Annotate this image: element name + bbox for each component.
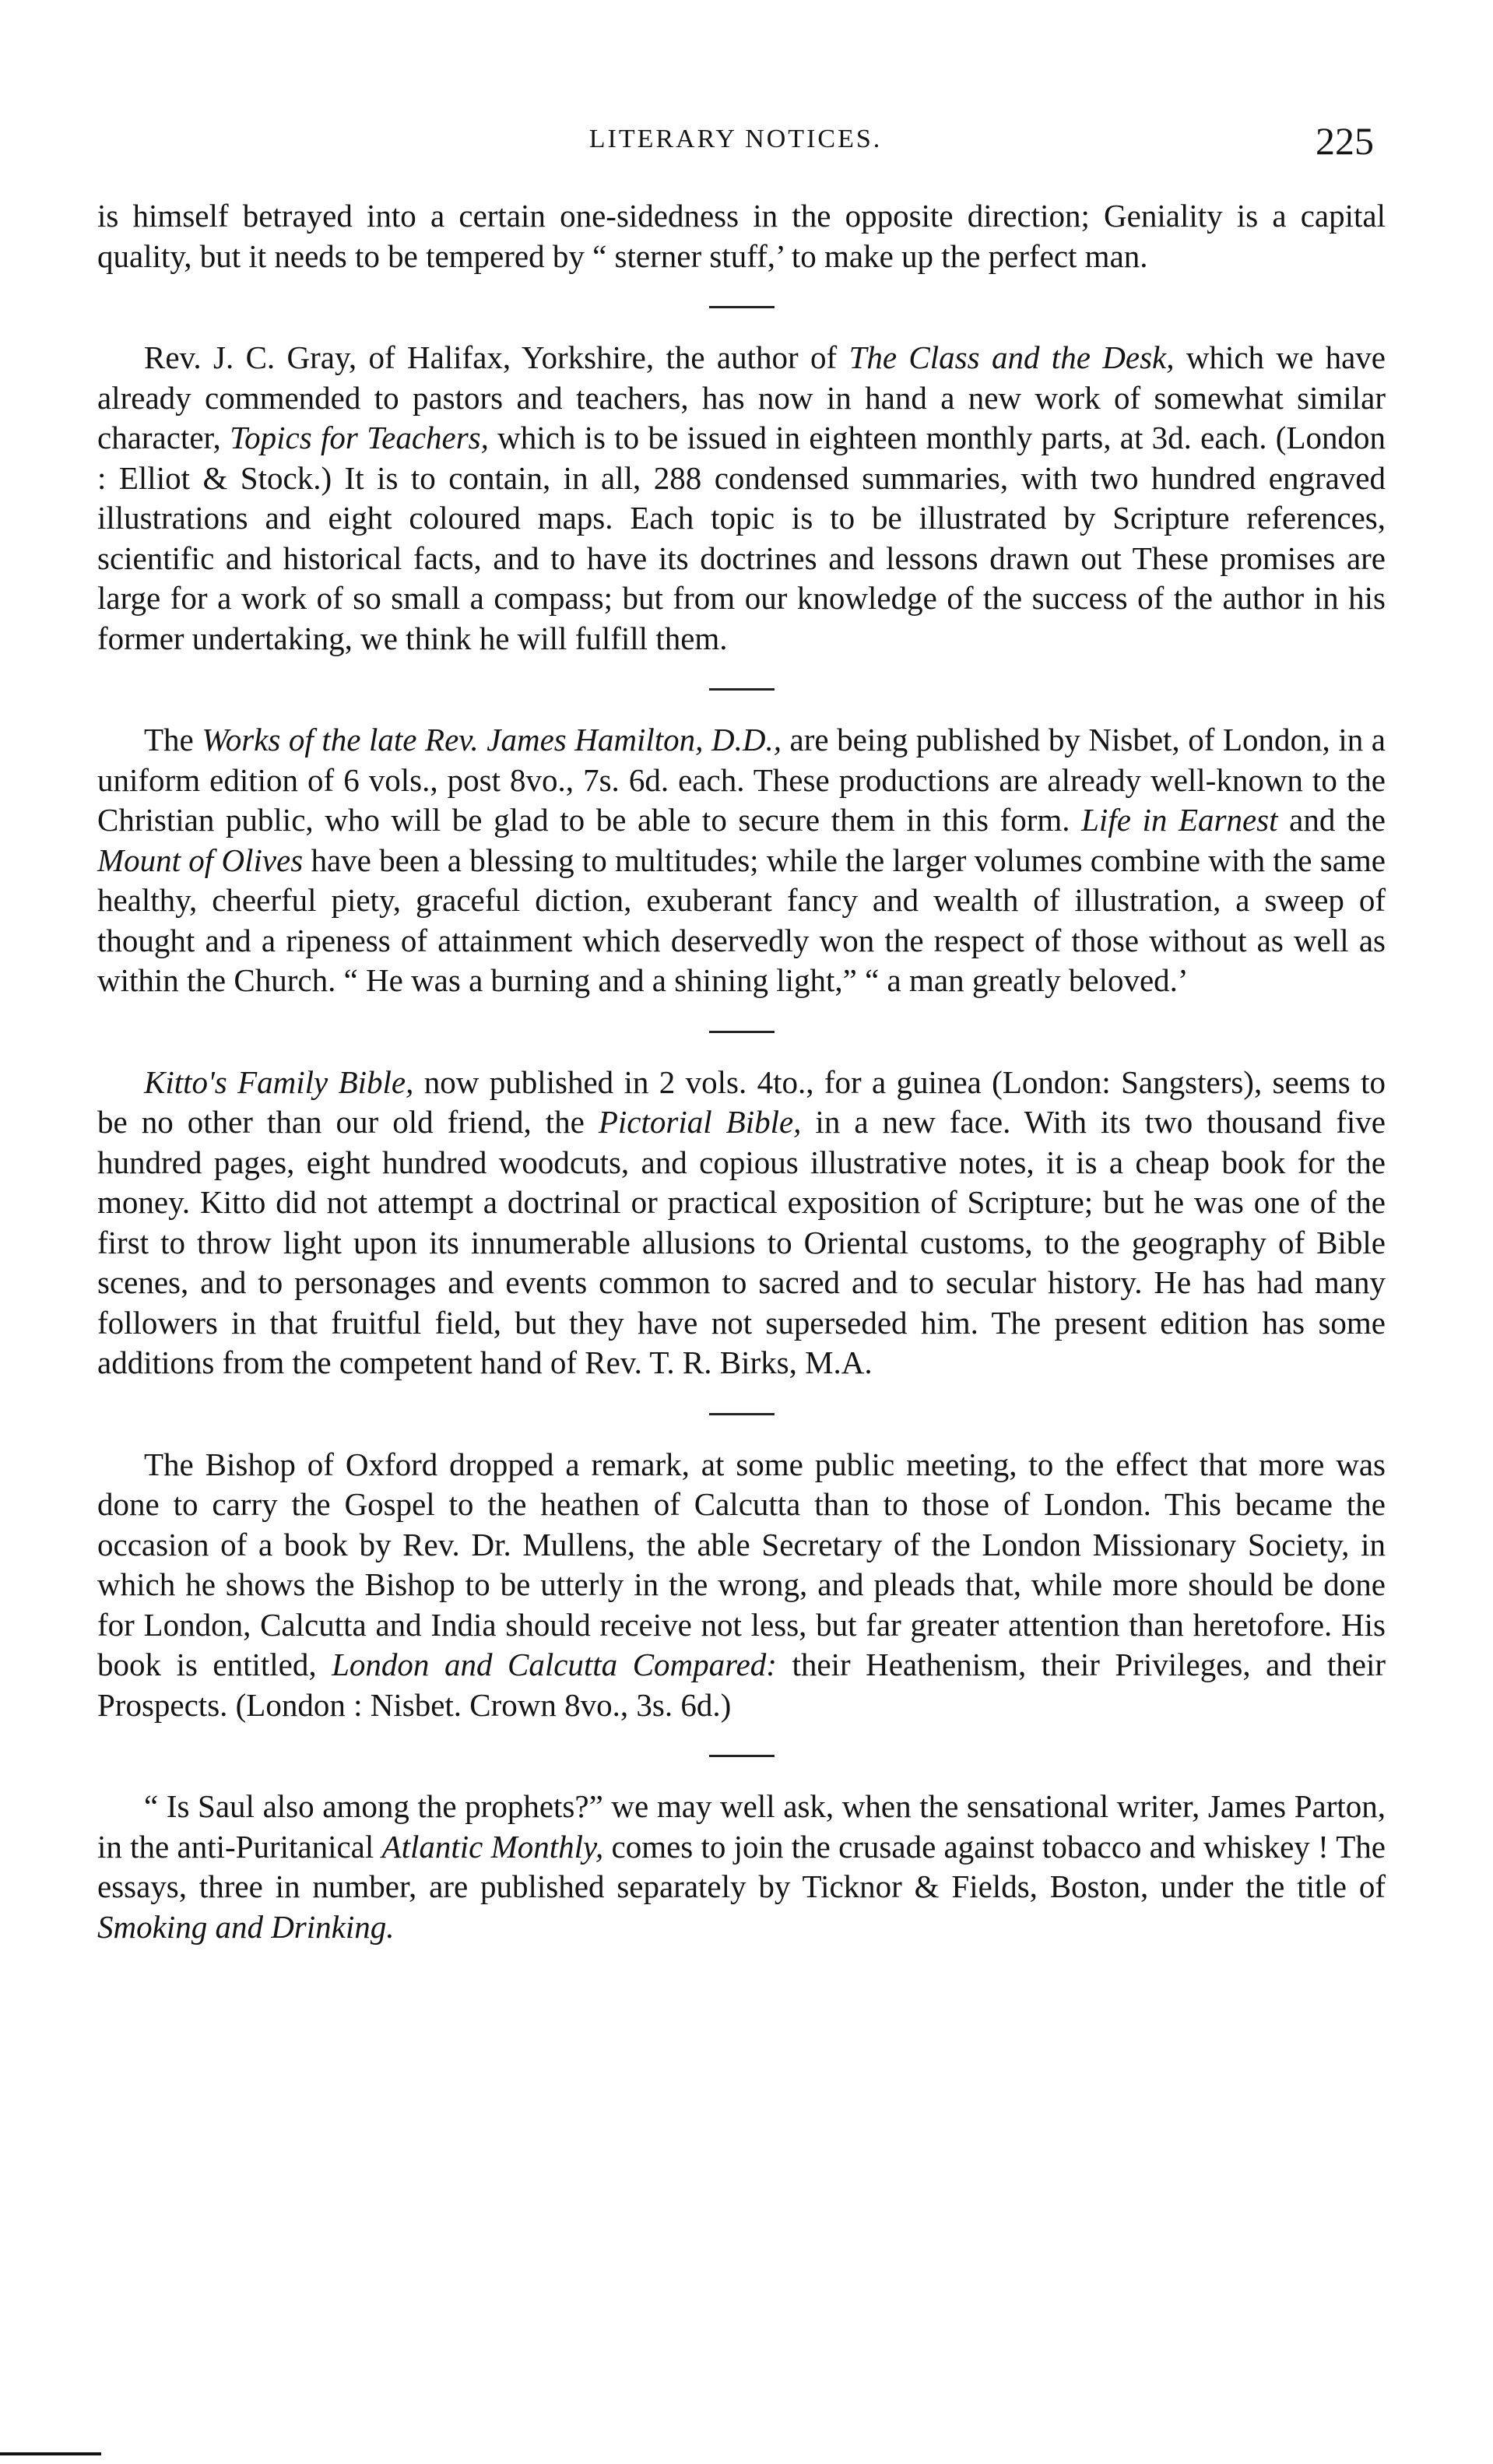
book-title: Pictorial Bible, bbox=[598, 1104, 802, 1140]
section-divider bbox=[709, 688, 775, 691]
notice-london-and-calcutta bbox=[97, 1445, 1386, 1726]
book-title: The Class and the Desk, bbox=[848, 339, 1175, 375]
notice-smoking-and-drinking bbox=[97, 1787, 1386, 1947]
notice-hamilton-works bbox=[97, 720, 1386, 1001]
paragraph-continuation bbox=[97, 196, 1386, 276]
book-title: Topics for Teachers, bbox=[230, 420, 489, 455]
section-divider bbox=[709, 1031, 775, 1033]
paragraph-text: which we have already commended to pastors and teachers, has now in hand a new work of somewhat similar character, bbox=[97, 339, 1386, 455]
book-title: Atlantic Monthly, bbox=[381, 1828, 604, 1865]
footer-rule bbox=[0, 2452, 101, 2455]
running-title: LITERARY NOTICES. bbox=[588, 125, 883, 153]
paragraph-text: “ Is Saul also among the prophets?” we may well ask, when the sensational writer, James Parton, in the anti-Puritanical bbox=[97, 1788, 1386, 1865]
paragraph-text: their Heathenism, their Privileges, and their Prospects. (London : Nisbet. Crown 8vo., 3s. 6d.) bbox=[97, 1647, 1386, 1723]
paragraph-text: now published in 2 vols. 4to., for a guinea (London: Sangsters), seems to be no other than our old friend, the bbox=[97, 1063, 1386, 1140]
paragraph-text: comes to join the crusade against tobacco and whiskey ! The essays, three in number, are published separately by Ticknor & Fields, Boston, under the title of bbox=[97, 1828, 1386, 1904]
paragraph-text: The Bishop of Oxford dropped a remark, at some public meeting, to the effect that more was done to carry the Gospel to the heathen of Calcutta than to those of London. This became the occasion of a book by Rev. Dr. Mullens, the able Secretary of the London Missionary Society, in which he shows the Bishop to be utterly in the wrong, and pleads that, while more should be done for London, Calcutta and India should receive not less, but far greater attention than heretofore. His book is entitled, bbox=[97, 1446, 1386, 1682]
paragraph-text: which is to be issued in eighteen monthly parts, at 3d. each. (London : Elliot & Stock.) It is to contain, in all, 288 condensed summaries, with two hundred engraved illustrations and eight coloured maps. Each topic is to be illustrated by Scripture references, scientific and historical facts, and to have its doctrines and lessons drawn out These promises are large for a work of so small a compass; but from our knowledge of the success of the author in his former undertaking, we think he will fulfill them. bbox=[97, 420, 1386, 656]
paragraph-text: are being published by Nisbet, of London, in a uniform edition of 6 vols., post 8vo., 7s. 6d. each. These productions are already well-known to the Christian public, who will be glad to be able to secure them in this form. bbox=[97, 722, 1386, 838]
page-number: 225 bbox=[1316, 119, 1374, 163]
notice-gray-topics-for-teachers bbox=[97, 338, 1386, 659]
book-title: Mount of Olives bbox=[97, 842, 304, 878]
paragraph-text: have been a blessing to multitudes; while the larger volumes combine with the same healthy, cheerful piety, graceful diction, exuberant fancy and wealth of illustration, a sweep of thought and a ripeness of attainment which deservedly won the respect of those without as well as within the Church. “ He was a burning and a shining light,” “ a man greatly beloved.’ bbox=[97, 842, 1386, 998]
paragraph-text: and the bbox=[1277, 802, 1386, 838]
paragraph-text: in a new face. With its two thousand five hundred pages, eight hundred woodcuts, and copious illustrative notes, it is a cheap book for the money. Kitto did not attempt a doctrinal or practical exposition of Scripture; but he was one of the first to throw light upon its innumerable allusions to Oriental customs, to the geography of Bible scenes, and to personages and events common to sacred and to secular history. He has had many followers in that fruitful field, but they have not superseded him. The present edition has some additions from the competent hand of Rev. T. R. Birks, M.A. bbox=[97, 1104, 1386, 1380]
paragraph-text: Rev. J. C. Gray, of Halifax, Yorkshire, the author of bbox=[144, 339, 849, 375]
section-divider bbox=[709, 306, 775, 308]
book-title: Life in Earnest bbox=[1081, 802, 1278, 838]
book-title: Works of the late Rev. James Hamilton, D.D., bbox=[202, 722, 782, 757]
paragraph-text: The bbox=[144, 722, 202, 757]
notice-kitto-family-bible bbox=[97, 1063, 1386, 1383]
book-title: Kitto's Family Bible, bbox=[144, 1063, 414, 1100]
section-divider bbox=[709, 1755, 775, 1757]
notices-column bbox=[97, 196, 1386, 1947]
book-title: London and Calcutta Compared: bbox=[332, 1647, 777, 1682]
paragraph-text: is himself betrayed into a certain one-sidedness in the opposite direction; Geniality is a capital quality, but it needs to be tempered by “ sterner stuff,’ to make up the perfect man. bbox=[97, 198, 1386, 274]
book-title: Smoking and Drinking. bbox=[97, 1908, 395, 1945]
section-divider bbox=[709, 1413, 775, 1415]
page-header bbox=[97, 119, 1374, 171]
